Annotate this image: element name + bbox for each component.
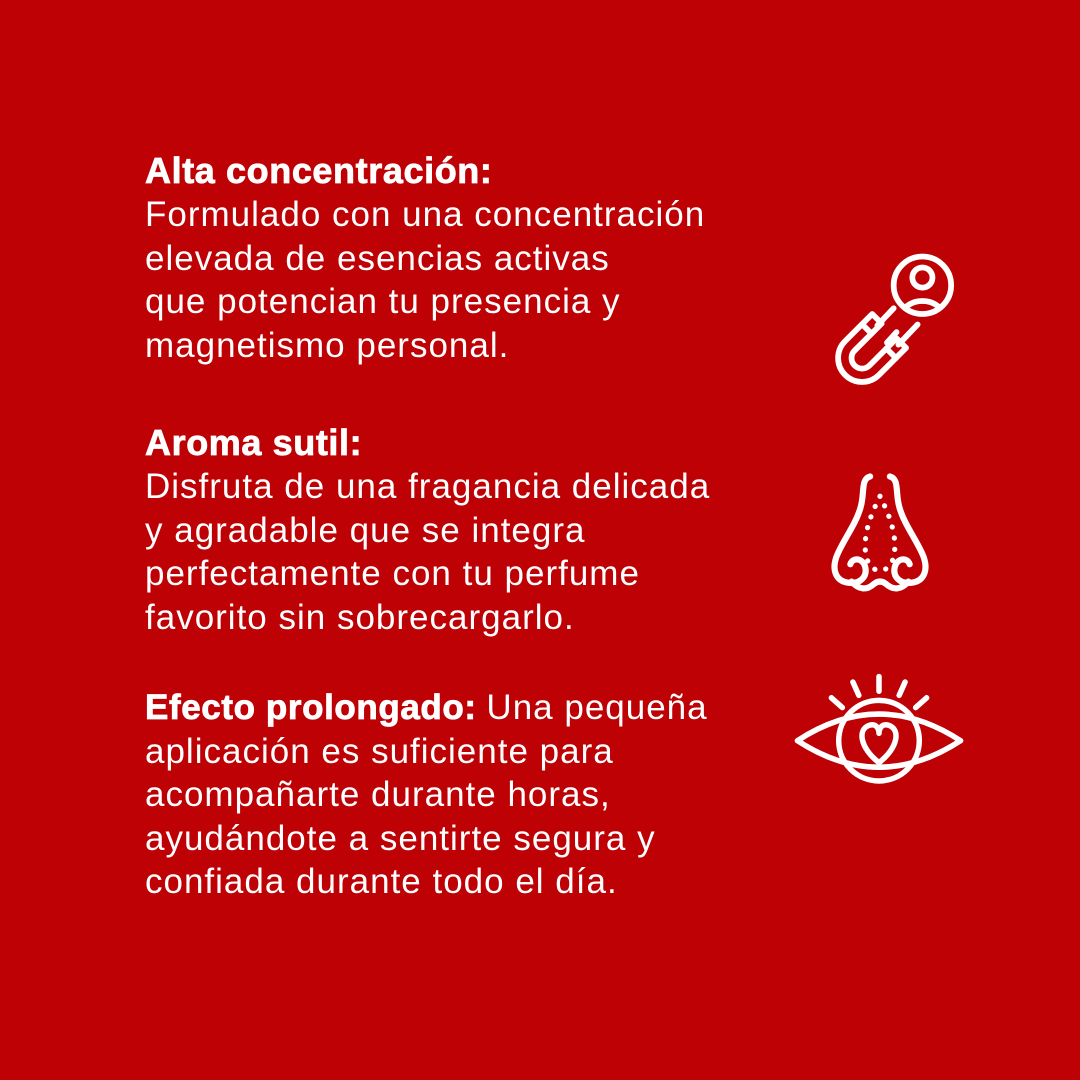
section-title: Aroma sutil:	[145, 422, 363, 463]
section-text-line: y agradable que se integra	[145, 510, 586, 550]
section-text-line: Disfruta de una fragancia delicada	[145, 467, 711, 506]
section-efecto-prolongado	[145, 686, 708, 904]
section-text-line: acompañarte durante horas,	[145, 775, 611, 814]
magnet-attracting-person-icon	[795, 245, 977, 427]
section-text-line: magnetismo personal.	[145, 325, 510, 365]
section-title-inline: Efecto prolongado:	[145, 688, 477, 727]
eye-with-heart-icon	[792, 660, 966, 792]
nose-scent-icon	[812, 466, 948, 618]
section-text-line: Formulado con una concentración	[145, 195, 706, 234]
section-text-line: que potencian tu presencia y	[145, 282, 621, 321]
section-text-line: favorito sin sobrecargarlo.	[145, 597, 575, 637]
section-title: Alta concentración:	[145, 150, 493, 191]
section-aroma-sutil	[145, 421, 710, 639]
section-lead-rest: Una pequeña	[486, 688, 708, 727]
section-text-line: ayudándote a sentirte segura y	[145, 818, 656, 858]
section-lead-line	[145, 686, 708, 730]
section-alta-concentracion	[145, 149, 705, 367]
section-text-line: aplicación es suficiente para	[145, 731, 614, 771]
section-text-line: confiada durante todo el día.	[145, 862, 618, 901]
section-text-line: perfectamente con tu perfume	[145, 554, 640, 593]
section-text-line: elevada de esencias activas	[145, 238, 610, 278]
